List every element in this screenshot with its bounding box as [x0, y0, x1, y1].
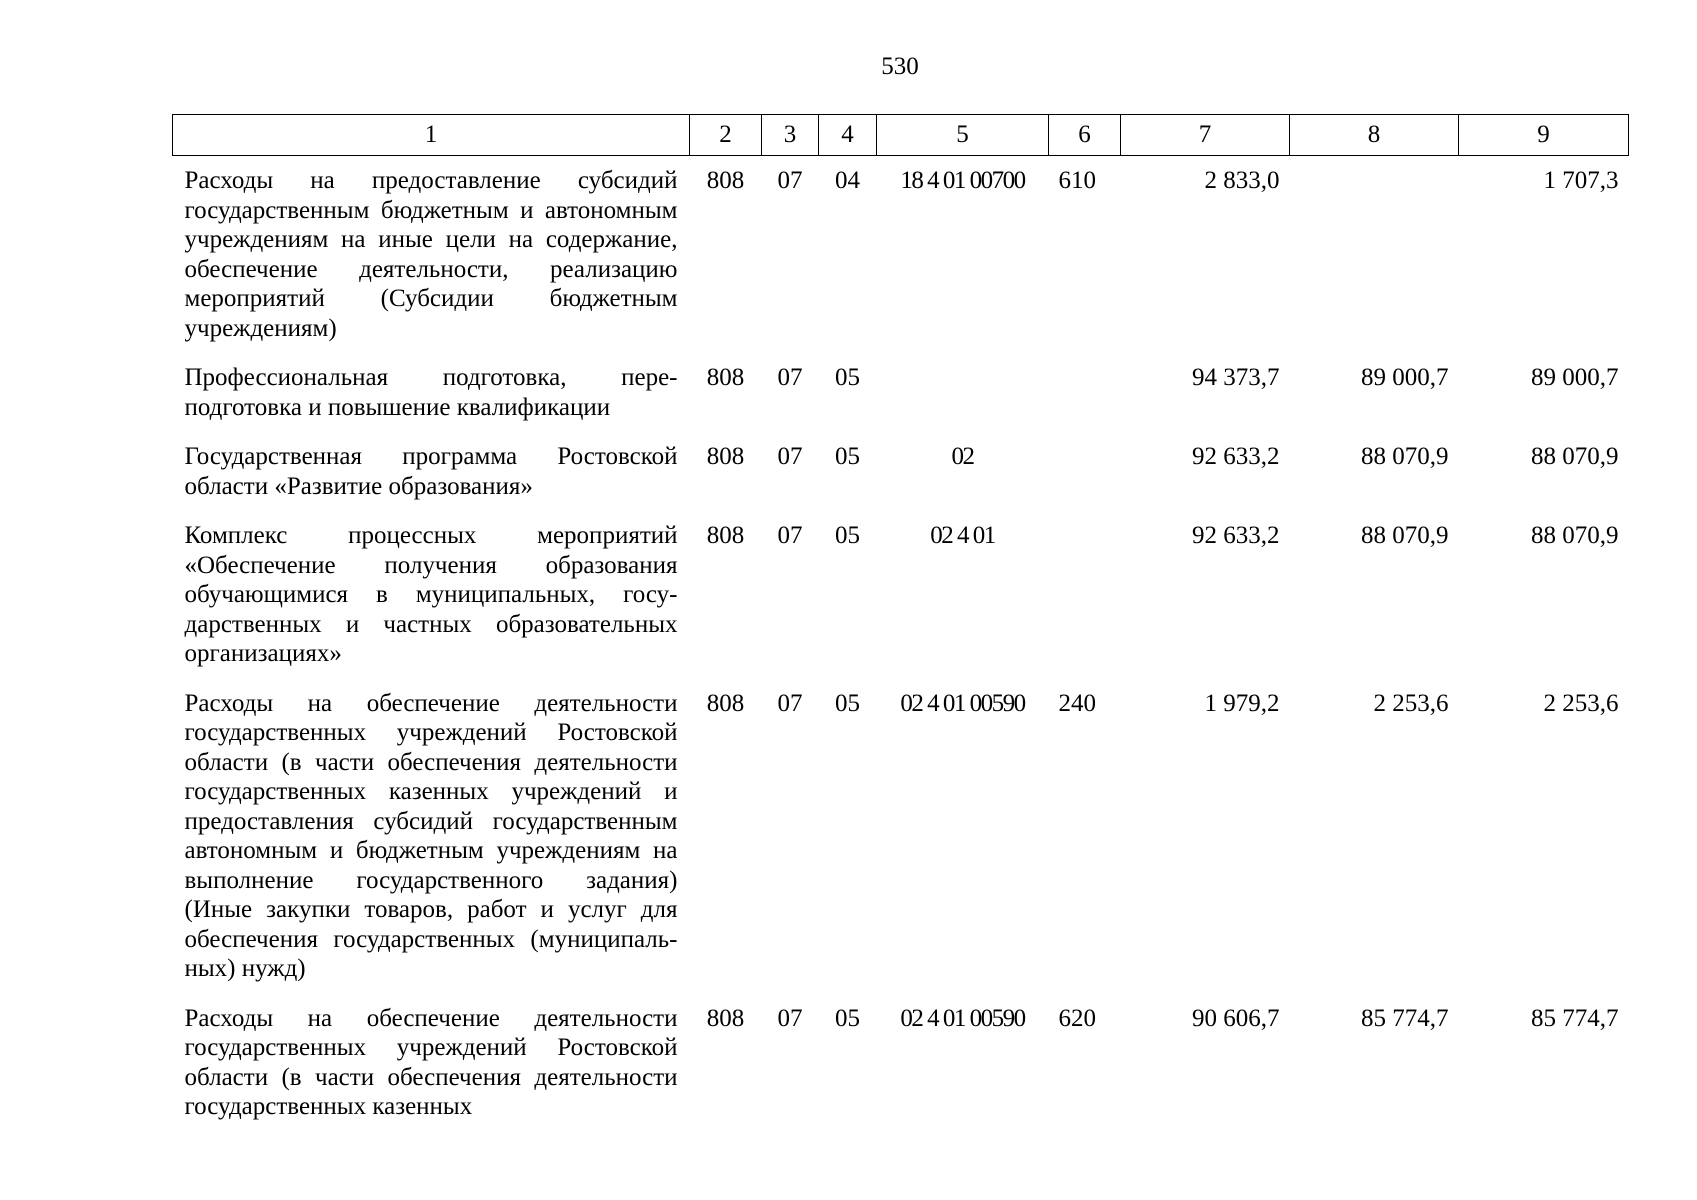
- row-name-cell: Государственная программа Ростовской области «Развитие образования»: [184, 443, 678, 500]
- row-code-cell: 808: [706, 522, 745, 549]
- row-amount-cell: 89 000,7: [1531, 364, 1619, 391]
- row-amount-cell: 92 633,2: [1192, 443, 1280, 470]
- row-section-cell: 07: [777, 443, 803, 470]
- row-code-cell: 808: [706, 167, 745, 194]
- column-header: 2: [690, 115, 762, 156]
- row-amount-cell: 2 253,6: [1543, 689, 1619, 717]
- row-section-cell: 07: [777, 1004, 803, 1032]
- row-expense-type-cell: [1049, 353, 1121, 432]
- table-row: [173, 679, 1629, 994]
- row-subsection-cell: 04: [835, 167, 860, 194]
- column-header: 9: [1459, 115, 1629, 156]
- row-expense-type-cell: [1049, 511, 1121, 679]
- row-amount-cell: 92 633,2: [1192, 522, 1280, 549]
- row-code-cell: 808: [706, 689, 745, 717]
- row-name-cell: Профессиональная подготовка, переподготовка и повышение квалификации: [184, 364, 678, 421]
- row-amount-cell: 94 373,7: [1192, 364, 1280, 391]
- row-code-cell: 808: [706, 443, 745, 470]
- row-amount-cell: 1 979,2: [1204, 689, 1280, 717]
- row-amount-cell: 88 070,9: [1531, 443, 1619, 470]
- row-amount-cell: 1 707,3: [1543, 167, 1619, 194]
- row-name-cell: Расходы на обеспечение деятельности государственных учреждений Ростовской области (в части обеспечения деятельности государственных казенных учреждений и предоставления субсидий государственным автономным и бюджетным учреждениям на выполнение государственного задания) (Иные закупки товаров, работ и услуг для обеспечения государственных (муниципальных) нужд): [184, 689, 678, 982]
- row-expense-type-cell: [1049, 432, 1121, 511]
- row-subsection-cell: 05: [835, 1004, 860, 1032]
- row-section-cell: 07: [777, 522, 803, 549]
- row-code-cell: 808: [706, 1004, 745, 1032]
- row-target-article-cell: 02 4 01 00590: [900, 689, 1025, 717]
- column-header: 8: [1290, 115, 1459, 156]
- row-name-cell: Расходы на обеспечение деятельности государственных учреждений Ростовской области (в части обеспечения деятельности государственных казенных: [184, 1004, 678, 1120]
- row-amount-cell: 2 253,6: [1373, 689, 1449, 717]
- column-header: 6: [1049, 115, 1121, 156]
- column-header: 7: [1121, 115, 1290, 156]
- column-header: 1: [173, 115, 690, 156]
- row-target-article-cell: 02: [951, 443, 974, 470]
- column-header: 5: [877, 115, 1049, 156]
- row-code-cell: 808: [706, 364, 745, 391]
- table-header: [173, 115, 1629, 156]
- row-section-cell: 07: [777, 364, 803, 391]
- row-expense-type-cell: 620: [1058, 1004, 1096, 1032]
- row-amount-cell: 89 000,7: [1361, 364, 1449, 391]
- table-row: [173, 353, 1629, 432]
- row-amount-cell: 88 070,9: [1361, 443, 1449, 470]
- row-subsection-cell: 05: [835, 689, 860, 717]
- row-amount-cell: 88 070,9: [1531, 522, 1619, 549]
- row-subsection-cell: 05: [835, 364, 860, 391]
- table-row: [173, 511, 1629, 679]
- row-subsection-cell: 05: [835, 522, 860, 549]
- row-name-cell: Расходы на предоставление субсидий государственным бюджетным и автономным учреждениям на иные цели на содержание, обеспечение деятельности, реализацию мероприятий (Субсидии бюджетным учреждениям): [184, 167, 678, 342]
- column-header: 3: [762, 115, 819, 156]
- header-row: [173, 115, 1629, 156]
- row-amount-cell: 90 606,7: [1192, 1004, 1280, 1032]
- row-amount-cell: 85 774,7: [1531, 1004, 1619, 1032]
- row-amount-cell: 85 774,7: [1361, 1004, 1449, 1032]
- page-number: 530: [881, 53, 919, 80]
- row-name-cell: Комплекс процессных мероприятий «Обеспечение получения образования обучающимися в муниципальных, государственных и частных образовательных организациях»: [184, 522, 678, 667]
- row-target-article-cell: [877, 353, 1049, 432]
- row-section-cell: 07: [777, 689, 803, 717]
- row-expense-type-cell: 610: [1058, 167, 1096, 194]
- table-row: [173, 156, 1629, 354]
- row-target-article-cell: 18 4 01 00700: [900, 167, 1025, 194]
- row-section-cell: 07: [777, 167, 803, 194]
- row-target-article-cell: 02 4 01: [930, 522, 995, 549]
- row-expense-type-cell: 240: [1058, 689, 1096, 717]
- budget-table: [172, 114, 1629, 1122]
- row-subsection-cell: 05: [835, 443, 860, 470]
- table-row: [173, 432, 1629, 511]
- row-amount-cell: 2 833,0: [1204, 167, 1280, 194]
- row-amount-cell: [1290, 156, 1459, 354]
- table-row: [173, 994, 1629, 1122]
- table-body: [173, 156, 1629, 1122]
- row-target-article-cell: 02 4 01 00590: [900, 1004, 1025, 1032]
- row-amount-cell: 88 070,9: [1361, 522, 1449, 549]
- column-header: 4: [819, 115, 877, 156]
